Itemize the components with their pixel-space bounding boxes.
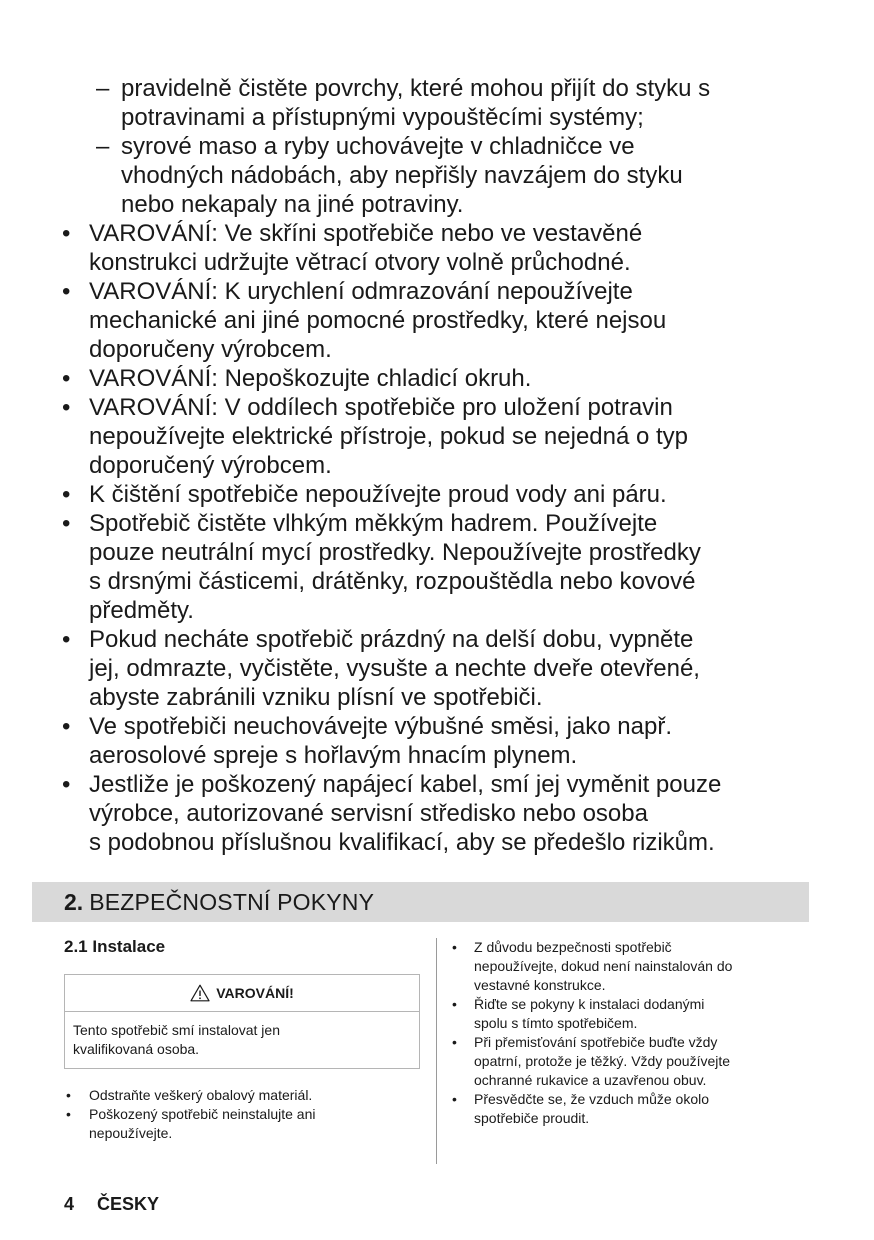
bullet-marker: • (66, 1106, 71, 1122)
bullet-marker: • (62, 365, 71, 392)
left-column (64, 936, 422, 1143)
list-item: • K čištění spotřebiče nepoužívejte proud vody ani páru. (62, 481, 667, 508)
bullet-marker: • (66, 1087, 71, 1103)
bullet-marker: • (452, 939, 457, 955)
warning-label: VAROVÁNÍ! (216, 985, 294, 1001)
list-item: • Ve spotřebiči neuchovávejte výbušné směsi, jako např. aerosolové spreje s hořlavým hnacím plynem. (62, 713, 672, 769)
section-title: BEZPEČNOSTNÍ POKYNY (89, 888, 375, 915)
column-divider (436, 938, 437, 1164)
main-list (60, 219, 820, 857)
list-item: • Z důvodu bezpečnosti spotřebič nepoužívejte, dokud není nainstalován do vestavné konstrukce. (452, 939, 733, 993)
list-item: • Přesvědčte se, že vzduch může okolo spotřebiče proudit. (452, 1091, 710, 1126)
section-header (32, 882, 809, 922)
section-number: 2. (64, 888, 84, 915)
right-column (450, 938, 810, 1128)
list-item: • VAROVÁNÍ: V oddílech spotřebiče pro uložení potravin nepoužívejte elektrické přístroje, pokud se nejedná o typ doporučený výrobcem. (62, 394, 689, 479)
bullet-marker: • (62, 510, 71, 537)
dash-marker: – (96, 133, 110, 160)
sub-list-item: – pravidelně čistěte povrchy, které mohou přijít do styku s potravinami a přístupnými vypouštěcími systémy; (96, 75, 711, 131)
warning-text: Tento spotřebič smí instalovat jen kvalifikovaná osoba. (73, 1022, 280, 1057)
bullet-marker: • (62, 626, 71, 653)
instructions-continued (60, 74, 820, 857)
list-item: • Jestliže je poškozený napájecí kabel, smí jej vyměnit pouze výrobce, autorizované servisní středisko nebo osoba s podobnou příslušnou kvalifikací, aby se předešlo rizikům. (62, 771, 722, 856)
dash-marker: – (96, 75, 110, 102)
bullet-marker: • (62, 713, 71, 740)
sub-list (60, 74, 820, 219)
sub-list-item: – syrové maso a ryby uchovávejte v chladničce ve vhodných nádobách, aby nepřišly navzájem do styku nebo nekapaly na jiné potraviny. (96, 133, 683, 218)
installation-list-continued (450, 938, 810, 1128)
list-item: • Při přemisťování spotřebiče buďte vždy opatrní, protože je těžký. Vždy používejte ochranné rukavice a uzavřenou obuv. (452, 1034, 731, 1088)
warning-title (65, 975, 419, 1012)
bullet-marker: • (62, 771, 71, 798)
list-item: • Spotřebič čistěte vlhkým měkkým hadrem. Používejte pouze neutrální mycí prostředky. Nepoužívejte prostředky s drsnými částicemi, drátěnky, rozpouštědla nebo kovové předměty. (62, 510, 701, 624)
installation-list (64, 1086, 422, 1143)
language-label: ČESKY (97, 1194, 160, 1214)
list-item: • Řiďte se pokyny k instalaci dodanými spolu s tímto spotřebičem. (452, 996, 705, 1031)
bullet-marker: • (62, 394, 71, 421)
list-item: • Odstraňte veškerý obalový materiál. (66, 1087, 313, 1103)
page-footer (64, 1193, 159, 1215)
bullet-marker: • (62, 481, 71, 508)
warning-triangle-icon (190, 984, 210, 1002)
list-item: • VAROVÁNÍ: K urychlení odmrazování nepoužívejte mechanické ani jiné pomocné prostředky, které nejsou doporučeny výrobcem. (62, 278, 667, 363)
page-number: 4 (64, 1194, 75, 1214)
list-item: • VAROVÁNÍ: Nepoškozujte chladicí okruh. (62, 365, 532, 392)
list-item: • VAROVÁNÍ: Ve skříni spotřebiče nebo ve vestavěné konstrukci udržujte větrací otvory volně průchodné. (62, 220, 643, 276)
subsection-heading: 2.1 Instalace (64, 937, 166, 956)
bullet-marker: • (452, 996, 457, 1012)
bullet-marker: • (452, 1034, 457, 1050)
warning-box (64, 974, 420, 1069)
list-item: • Pokud necháte spotřebič prázdný na delší dobu, vypněte jej, odmrazte, vyčistěte, vysušte a nechte dveře otevřené, abyste zabránili vzniku plísní ve spotřebiči. (62, 626, 700, 711)
bullet-marker: • (62, 220, 71, 247)
list-item: • Poškozený spotřebič neinstalujte ani nepoužívejte. (66, 1106, 316, 1141)
bullet-marker: • (62, 278, 71, 305)
bullet-marker: • (452, 1091, 457, 1107)
